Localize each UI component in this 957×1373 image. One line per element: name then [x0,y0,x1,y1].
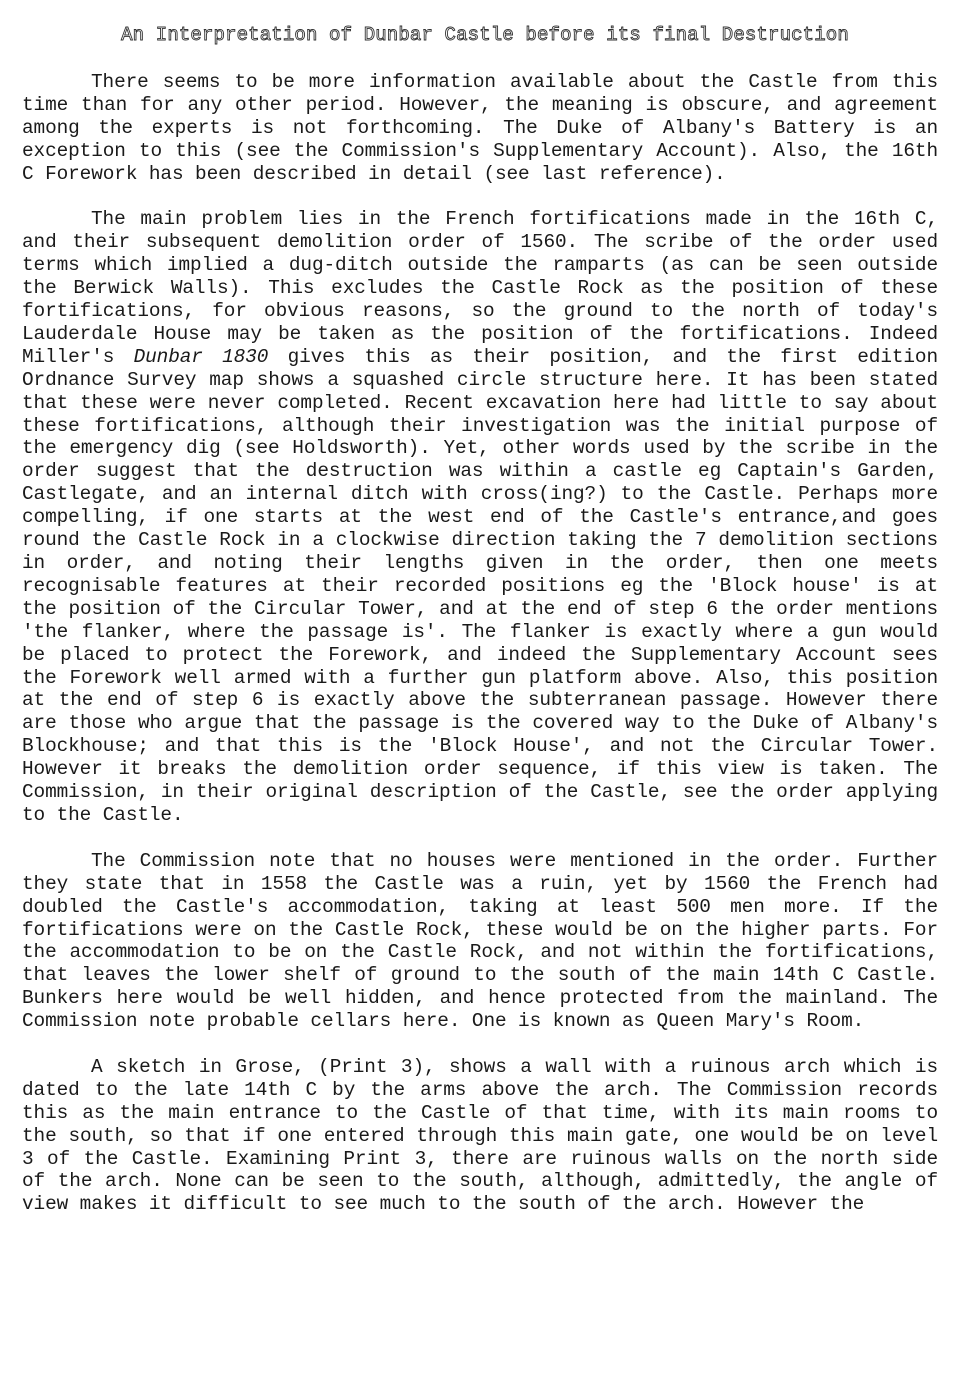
paragraph-introduction [22,71,938,186]
document-page [22,20,938,1239]
paragraph-text: There seems to be more information available about the Castle from this time than for any other period. However, the meaning is obscure, and agreement among the experts is not forthcoming. The Duke of Albany's Battery is an exception to this (see the Commission's Supplementary Account). Also, the 16th C Forework has been described in detail (see last reference). [22,71,938,185]
book-title-italic: Dunbar 1830 [133,345,269,368]
paragraph-text: A sketch in Grose, (Print 3), shows a wall with a ruinous arch which is dated to the late 14th C by the arms above the arch. The Commission records this as the main entrance to the Castle of that time, with its main rooms to the south, so that if one entered through this main gate, one would be on level 3 of the Castle. Examining Print 3, there are ruinous walls on the north side of the arch. None can be seen to the south, although, admittedly, the angle of view makes it difficult to see much to the south of the arch. However the [22,1055,938,1216]
paragraph-grose-sketch [22,1056,938,1216]
paragraph-text: The Commission note that no houses were mentioned in the order. Further they state that in 1558 the Castle was a ruin, yet by 1560 the French had doubled the Castle's accommodation, taking at least 500 men more. If the fortifications were on the Castle Rock, these would be on the higher parts. For the accommodation to be on the Castle Rock, and not within the fortifications, that leaves the lower shelf of ground to the south of the main 14th C Castle. Bunkers here would be well hidden, and hence protected from the mainland. The Commission note probable cellars here. One is known as Queen Mary's Room. [22,849,938,1033]
paragraph-french-fortifications [22,208,938,826]
paragraph-accommodation [22,850,938,1033]
document-title: An Interpretation of Dunbar Castle before its final Destruction [121,24,849,46]
paragraph-text-continued: gives this as their position, and the first edition Ordnance Survey map shows a squashed circle structure here. It has been stated that these were never completed. Recent excavation here had little to say about these fortifications, although their investigation was the initial purpose of the emergency dig (see Holdsworth). Yet, other words used by the scribe in the order suggest that the destruction was within a castle eg Captain's Garden, Castlegate, and an internal ditch with cross(ing?) to the Castle. Perhaps more compelling, if one starts at the west end of the Castle's entrance,and goes round the Castle Rock in a clockwise direction taking the 7 demolition sections in order, and noting their lengths given in the order, then one meets recognisable features at their recorded positions eg the 'Block house' is at the position of the Circular Tower, and at the end of step 6 the order mentions 'the flanker, where the passage is'. The flanker is exactly where a gun would be placed to protect the Forework, and indeed the Supplementary Account sees the Forework well armed with a further gun platform above. Also, this position at the end of step 6 is exactly above the subterranean passage. However there are those who argue that the passage is the covered way to the Duke of Albany's Blockhouse; and that this is the 'Block House', and not the Circular Tower. However it breaks the demolition order sequence, if this view is taken. The Commission, in their original description of the Castle, see the order applying to the Castle. [22,345,939,826]
paragraph-text: The main problem lies in the French fortifications made in the 16th C, and their subsequent demolition order of 1560. The scribe of the order used terms which implied a dug-ditch outside the ramparts (as can be seen outside the Berwick Walls). This excludes the Castle Rock as the position of these fortifications, for obvious reasons, so the ground to the north of today's Lauderdale House may be taken as the position of the fortifications. Indeed Miller's [22,208,938,368]
